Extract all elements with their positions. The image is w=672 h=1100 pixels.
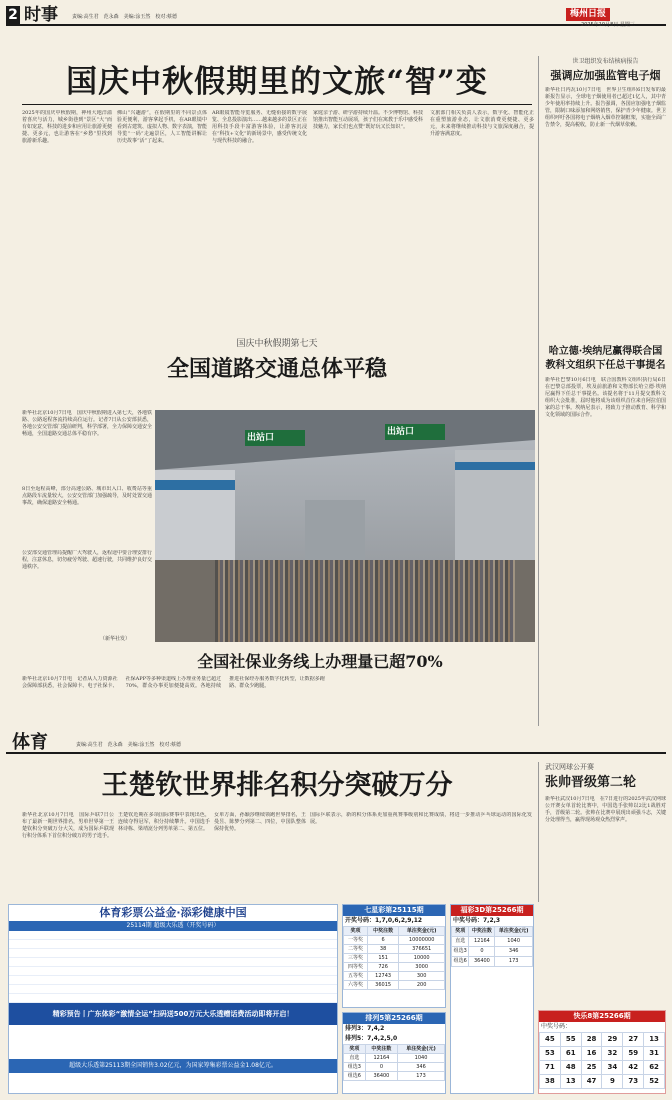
table-row xyxy=(452,947,533,957)
fc3d-title: 福彩3D第25266期 xyxy=(451,905,533,916)
table-cell: 31 xyxy=(644,1047,665,1061)
fc3d-numbers: 中奖号码：7,2,3 xyxy=(453,917,501,924)
table-cell: 34 xyxy=(602,1061,623,1075)
table-row xyxy=(540,1075,665,1089)
table-header-cell: 奖项 xyxy=(344,1045,366,1054)
table-cell: 六等奖 xyxy=(344,981,368,990)
roads-body-3: 公安部交通管理局提醒广大驾驶人，返程途中要合理安排行程，注意休息，切勿疲劳驾驶、超速行驶，共同维护良好交通秩序。 xyxy=(22,550,152,570)
qxc-numbers: 开奖号码：1,7,0,6,2,9,12 xyxy=(345,917,423,924)
issue-date: 2025年10月8日 星期三 xyxy=(581,22,635,28)
table-cell: 62 xyxy=(644,1061,665,1075)
right-body-2: 新华社巴黎10月6日电 联合国教科文组织执行局6日在巴黎总部投票，埃及前旅游和文物部长哈立德·埃纳尼赢得下任总干事提名。该提名将于11月提交教科文组织大会批准，届时他将成为该组织首位来自阿拉伯国家的总干事。埃纳尼表示，将致力于推动教育、科学和文化领域的国际合作。 xyxy=(545,377,666,418)
table-cell: 四等奖 xyxy=(344,963,368,972)
table-cell: 12743 xyxy=(367,972,398,981)
kl8-grid xyxy=(539,1032,665,1089)
table-cell: 726 xyxy=(367,963,398,972)
lottery-slogan: 精彩预告丨广东体彩“激情全运”扫码送500万元大乐透赠话费活动即将开启！ xyxy=(9,1003,337,1025)
table-row xyxy=(344,1072,445,1081)
right-body: 新华社日内瓦10月7日电 世界卫生组织6日发布的最新报告显示，全球电子烟使用者已超过1亿人，其中青少年使用率持续上升。报告强调，各国应加强电子烟监管，限制口味添加和网络销售，保护青少年健康。世卫组织呼吁各国将电子烟纳入烟草控制框架，实施全面广告禁令，提高税收，防止新一代烟草依赖。 xyxy=(545,87,666,128)
table-cell: 48 xyxy=(560,1061,581,1075)
table-row xyxy=(452,937,533,947)
section-title: 时事 xyxy=(24,5,58,25)
table-cell: 6 xyxy=(367,936,398,945)
table-cell: 13 xyxy=(560,1075,581,1089)
table-cell: 36400 xyxy=(469,957,495,967)
story-col-3: AR眼镜智能导览服务、无缝衔接的数字展览、全息投影演出……越来越多的景区正在用科技手段丰富游客体验，让游客沉浸在“科技+文化”的新场景中，感受传统文化与现代科技的融合。 xyxy=(212,110,307,144)
table-cell: 61 xyxy=(560,1047,581,1061)
exit-sign-right: 出站口 xyxy=(387,427,415,437)
table-cell: 47 xyxy=(581,1075,602,1089)
table-row xyxy=(344,954,445,963)
table-cell: 36400 xyxy=(365,1072,397,1081)
table-cell: 0 xyxy=(365,1063,397,1072)
story-col-5: 文旅部门相关负责人表示，数字化、智能化正在重塑旅游业态，让文旅消费更便捷、更多元，未来将继续推动科技与文旅深度融合，提升游客满意度。 xyxy=(430,110,534,137)
sports-body-2: 王楚钦近期在多项国际赛事中表现出色，连续夺得冠军，积分持续攀升。中国选手林诗栋、梁靖崑分列男单第二、第五位。 xyxy=(118,812,210,832)
table-header-cell: 单注奖金(元) xyxy=(495,927,533,937)
table-row xyxy=(452,957,533,967)
qxc-box xyxy=(342,904,446,1008)
table-row xyxy=(344,1054,445,1063)
qxc-table xyxy=(343,926,445,990)
table-row xyxy=(344,1063,445,1072)
table-cell: 五等奖 xyxy=(344,972,368,981)
table-cell: 10000 xyxy=(399,954,445,963)
right-column xyxy=(538,56,666,726)
pl3-numbers: 排列3：7,4,2 xyxy=(345,1025,385,1032)
story-col-2: 佛山“兴趣游”，在假期里的不同景点体验更便利，游客拿起手机，在AR眼镜中看到古建筑、虚拟人物、数字表演，智能导览“一码”走遍景区，人工智能讲解让历史故事“活”了起来。 xyxy=(117,110,207,144)
table-cell: 36015 xyxy=(367,981,398,990)
social-body: 新华社北京10月7日电 记者从人力资源社会保障部获悉，社会保障卡、电子社保卡、社保APP等多种渠道线上办理业务量已超过70%，群众办事更加便捷高效。各地持续推进社保经办服务数字化转型，让数据多跑路、群众少跑腿。 xyxy=(22,676,325,689)
station-photo xyxy=(155,410,535,642)
table-header-cell: 中奖注数 xyxy=(365,1045,397,1054)
qxc-title: 七星彩第25115期 xyxy=(343,905,445,916)
table-header-cell: 单注奖金(元) xyxy=(399,927,445,936)
table-cell: 376651 xyxy=(399,945,445,954)
table-cell: 28 xyxy=(581,1033,602,1047)
lottery-title: 体育彩票公益金·添彩健康中国 xyxy=(99,906,247,919)
kl8-label: 中奖号码： xyxy=(541,1023,572,1030)
table-cell: 25 xyxy=(581,1061,602,1075)
table-header-cell: 奖项 xyxy=(344,927,368,936)
photo-credit: （新华社发） xyxy=(100,636,131,642)
table-row xyxy=(344,936,445,945)
pl5-box xyxy=(342,1012,446,1094)
table-cell: 42 xyxy=(623,1061,644,1075)
table-cell: 一等奖 xyxy=(344,936,368,945)
table-cell: 10000000 xyxy=(399,936,445,945)
table-cell: 73 xyxy=(623,1075,644,1089)
roads-body-2: 8日至返程高峰，部分高速公路、城市出入口、收费站等重点路段车流量较大，公安交管部门加强疏导，及时处置交通事故，确保道路安全畅通。 xyxy=(22,486,152,506)
table-cell: 59 xyxy=(623,1047,644,1061)
table-cell: 9 xyxy=(602,1075,623,1089)
table-cell: 32 xyxy=(602,1047,623,1061)
table-header-cell: 中奖注数 xyxy=(469,927,495,937)
paper-logo: 梅州日报 xyxy=(566,8,610,21)
wuhan-box xyxy=(538,762,666,902)
roads-headline: 全国道路交通总体平稳 xyxy=(166,356,387,382)
wuhan-kicker: 武汉网球公开赛 xyxy=(545,763,594,771)
table-cell: 1040 xyxy=(495,937,533,947)
table-cell: 173 xyxy=(398,1072,445,1081)
table-cell: 三等奖 xyxy=(344,954,368,963)
sports-headline: 王楚钦世界排名积分突破万分 xyxy=(101,770,453,801)
fc3d-box xyxy=(450,904,534,1094)
table-cell: 组选3 xyxy=(344,1063,366,1072)
table-cell: 16 xyxy=(581,1047,602,1061)
sports-body-4: 国际乒联表示，新的积分体系更加重视赛事级别和比赛成绩，将进一步推动乒乓球运动的国际化发展。 xyxy=(310,812,532,825)
table-cell: 组选6 xyxy=(452,957,469,967)
wuhan-body: 新华社武汉10月7日电 在7日进行的2025年武汉网球公开赛女单首轮比赛中，中国选手张帅以2比1战胜对手，晋级第二轮。张帅在比赛中展现出顽强斗志，关键分处理得当，赢得现场观众热烈掌声。 xyxy=(545,796,666,823)
table-cell: 200 xyxy=(399,981,445,990)
table-cell: 300 xyxy=(399,972,445,981)
lottery-block xyxy=(8,904,338,1094)
table-row xyxy=(540,1047,665,1061)
roads-kicker: 国庆中秋假期第七天 xyxy=(236,339,318,349)
wuhan-headline: 张帅晋级第二轮 xyxy=(545,775,637,790)
fc3d-table xyxy=(451,926,533,967)
lottery-rows xyxy=(9,931,337,1003)
table-cell: 173 xyxy=(495,957,533,967)
table-header-cell: 奖项 xyxy=(452,927,469,937)
right-headline-2: 哈立德·埃纳尼赢得联合国教科文组织下任总干事提名 xyxy=(545,346,666,371)
page-number-box: 2 xyxy=(6,6,20,24)
table-cell: 38 xyxy=(540,1075,561,1089)
table-cell: 52 xyxy=(644,1075,665,1089)
right-headline: 强调应加强监管电子烟 xyxy=(550,69,661,82)
roads-body-1: 新华社北京10月7日电 国庆中秋假期进入第七天，各地铁路、公路返程客流持续高位运行。记者7日从公安部获悉，各地公安交管部门提前研判，科学部署，全力保障交通安全畅通，全国道路交通总体平稳有序。 xyxy=(22,410,152,437)
sports-body-1: 新华社北京10月7日电 国际乒联7日公布了最新一期世界排名，男单世界第一王楚钦积分突破万分大关，成为国际乒联现行积分体系下首位积分破万的男子选手。 xyxy=(22,812,114,839)
table-cell: 55 xyxy=(560,1033,581,1047)
lottery-footer: 超级大乐透第25113期全国销售3.02亿元，为国家筹集彩票公益金1.08亿元。 xyxy=(9,1059,337,1073)
table-cell: 0 xyxy=(469,947,495,957)
kl8-box xyxy=(538,1010,666,1094)
table-row xyxy=(540,1033,665,1047)
table-cell: 二等奖 xyxy=(344,945,368,954)
fc3d-head xyxy=(452,927,533,937)
table-cell: 12164 xyxy=(365,1054,397,1063)
table-row xyxy=(344,963,445,972)
table-cell: 45 xyxy=(540,1033,561,1047)
table-cell: 3000 xyxy=(399,963,445,972)
qxc-head xyxy=(344,927,445,936)
table-cell: 346 xyxy=(495,947,533,957)
table-cell: 71 xyxy=(540,1061,561,1075)
table-cell: 1040 xyxy=(398,1054,445,1063)
main-headline: 国庆中秋假期里的文旅“智”变 xyxy=(66,64,488,100)
table-header-cell: 单注奖金(元) xyxy=(398,1045,445,1054)
table-cell: 13 xyxy=(644,1033,665,1047)
right-kicker: 世卫组织发布结核病报告 xyxy=(572,58,639,65)
pl5-title: 排列5第25266期 xyxy=(343,1013,445,1024)
pl-head xyxy=(344,1045,445,1054)
editors-line: 责编:高生君 范永森 美编:涂玉然 校对:蔡德 xyxy=(72,14,178,20)
headline-rule xyxy=(22,104,532,105)
lottery-draw-bar: 25114期 超级大乐透（开奖号码） xyxy=(9,921,337,931)
table-cell: 53 xyxy=(540,1047,561,1061)
table-row xyxy=(540,1061,665,1075)
sports-section-title: 体育 xyxy=(12,732,48,753)
table-cell: 151 xyxy=(367,954,398,963)
crowd xyxy=(215,560,515,642)
social-headline: 全国社保业务线上办理量已超70% xyxy=(197,652,443,671)
sports-editors: 责编:高生君 范永森 美编:涂玉然 校对:蔡德 xyxy=(76,742,182,748)
masthead xyxy=(6,6,666,26)
table-cell: 组选6 xyxy=(344,1072,366,1081)
table-cell: 346 xyxy=(398,1063,445,1072)
lottery-notes xyxy=(9,1025,337,1059)
table-cell: 29 xyxy=(602,1033,623,1047)
table-cell: 组选3 xyxy=(452,947,469,957)
pl-table xyxy=(343,1044,445,1081)
story-col-4: 家庭亲子游、研学游持续升温。不少博物馆、科技馆推出智能互动展项，孩子们在寓教于乐中感受科技魅力，家长们也点赞“既好玩又长知识”。 xyxy=(313,110,423,130)
table-row xyxy=(344,945,445,954)
pl5-numbers: 排列5：7,4,2,5,0 xyxy=(345,1035,398,1042)
table-cell: 12164 xyxy=(469,937,495,947)
sports-body-3: 女单方面，孙颖莎继续领跑世界排名，王曼昱、陈梦分列第二、四位，中国队整体保持优势。 xyxy=(214,812,306,832)
table-cell: 直选 xyxy=(452,937,469,947)
table-cell: 直选 xyxy=(344,1054,366,1063)
kl8-title: 快乐8第25266期 xyxy=(539,1011,665,1022)
table-header-cell: 中奖注数 xyxy=(367,927,398,936)
story-col-1: 2025年的国庆中秋假期，神州大地洋溢着喜庆与活力，城乡街巷到“景区”大“而有如宠意，科技的进步和应用让旅游更便捷、更多元，也让游客在“乡愁”里找到旅游新乐趣。 xyxy=(22,110,112,144)
table-row xyxy=(344,981,445,990)
table-row xyxy=(344,972,445,981)
table-cell: 38 xyxy=(367,945,398,954)
exit-sign-left: 出站口 xyxy=(247,433,275,443)
table-cell: 27 xyxy=(623,1033,644,1047)
sports-header xyxy=(6,732,666,754)
